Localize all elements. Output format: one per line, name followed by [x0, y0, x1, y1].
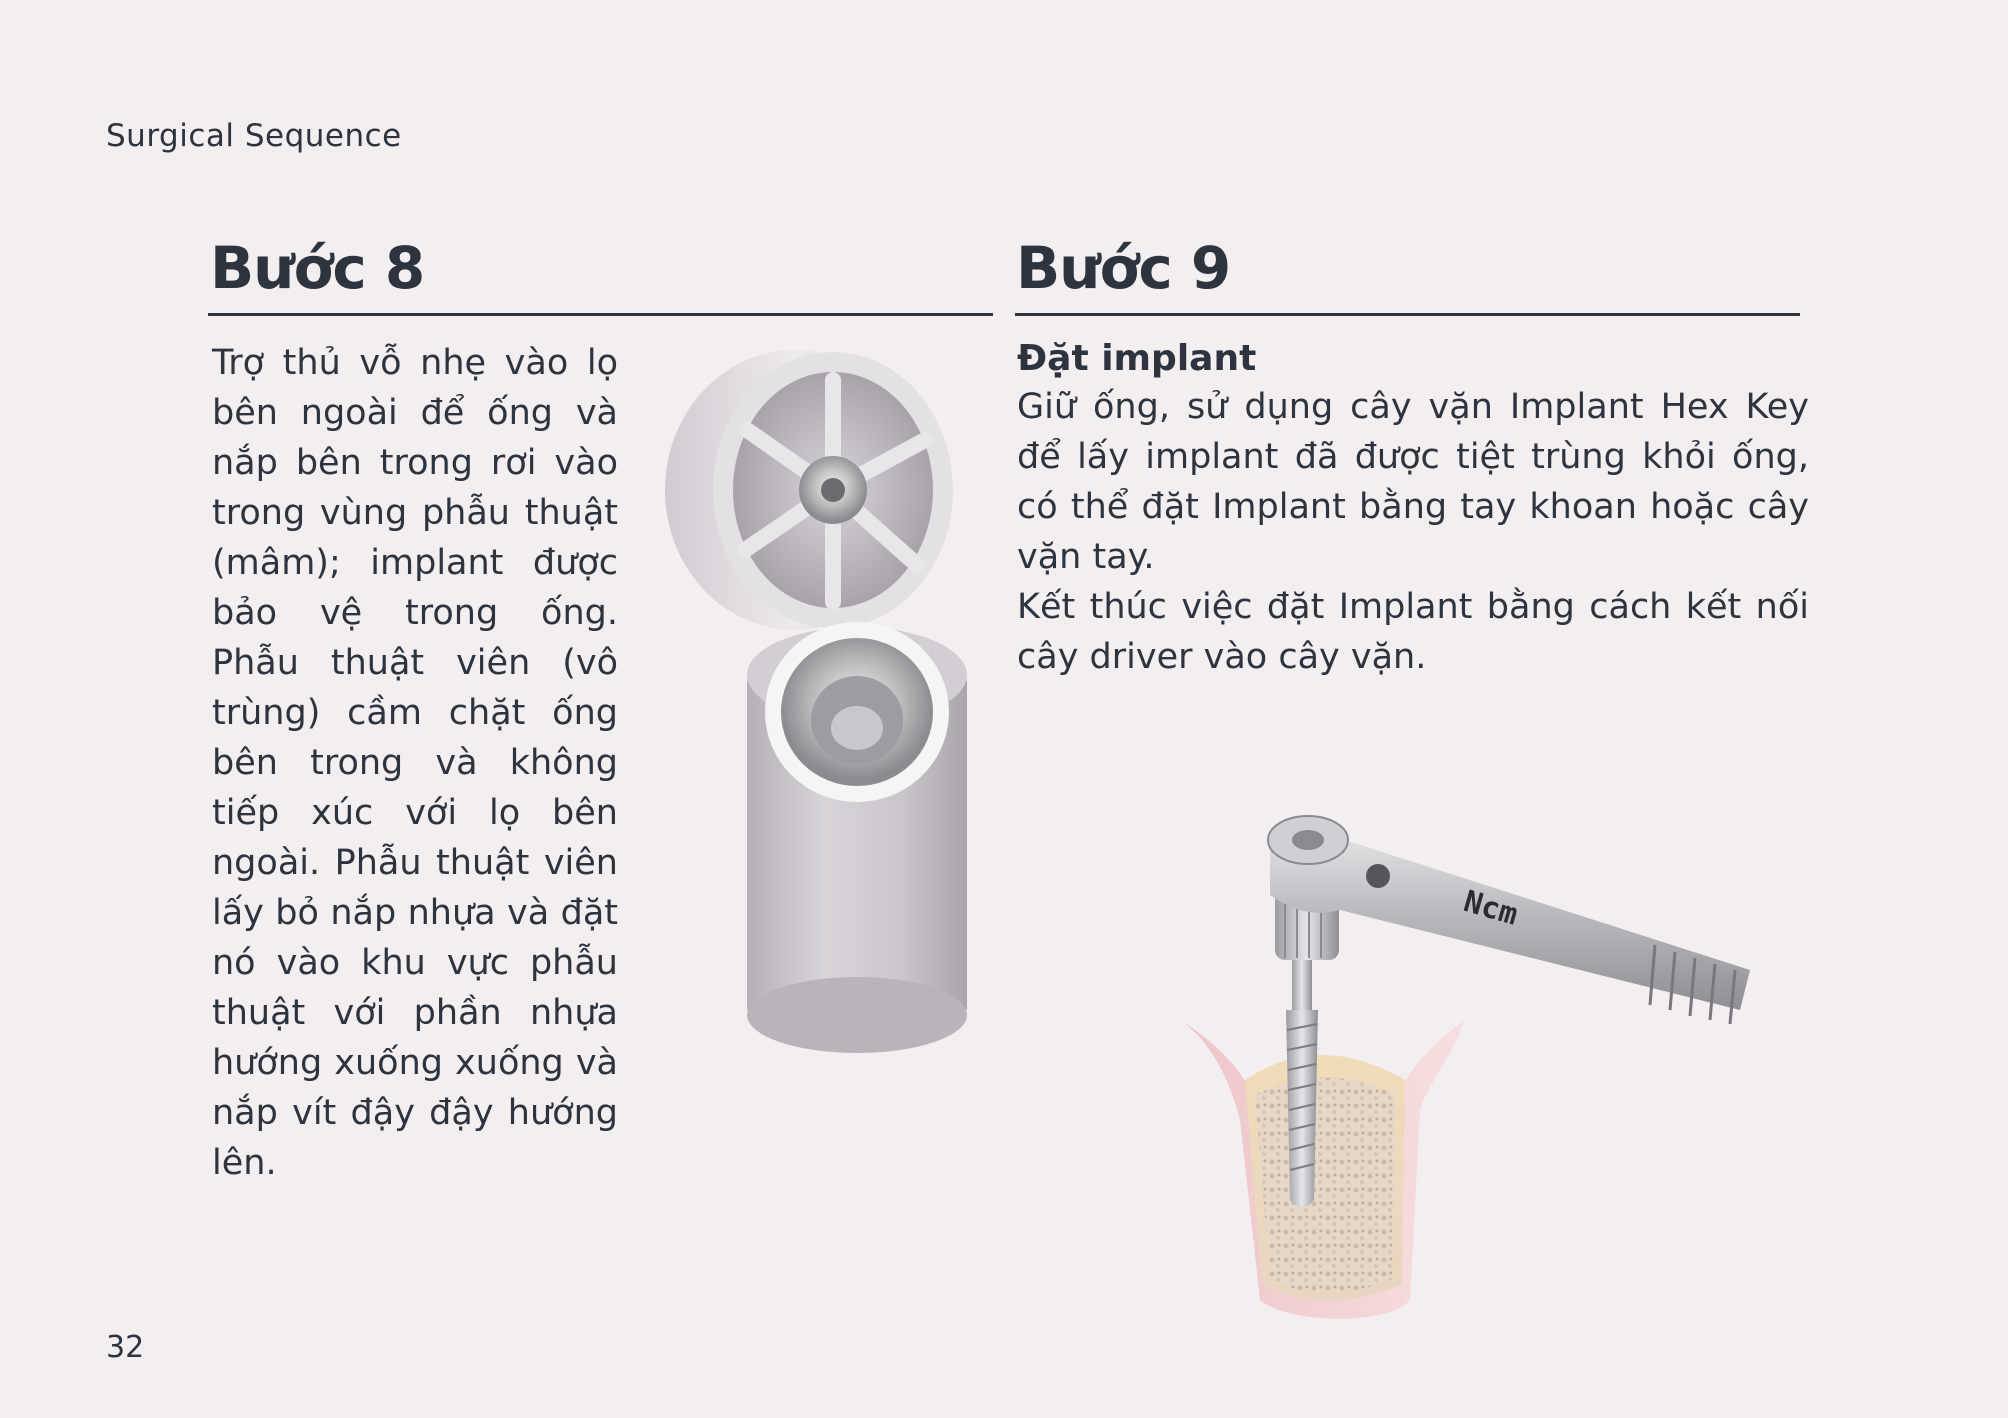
- page-number: 32: [106, 1330, 145, 1365]
- implant-icon: [1286, 950, 1318, 1208]
- step8-body: Trợ thủ vỗ nhẹ vào lọ bên ngoài để ống và nắp bên trong rơi vào trong vùng phẫu thuật (mâm); implant được bảo vệ trong ống. Phẫu thuật viên (vô trùng) cầm chặt ống bên trong và không tiếp xúc với lọ bên ngoài. Phẫu thuật viên lấy bỏ nắp nhựa và đặt nó vào khu vực phẫu thuật với phần nhựa hướng xuống xuống và nắp vít đậy đậy hướng lên.: [212, 343, 618, 1183]
- vial-cap-icon: [665, 350, 953, 630]
- torque-wrench-icon: [1268, 816, 1750, 1024]
- wrench-engraving: Ncm: [1459, 884, 1522, 933]
- step9-subtitle: Đặt implant: [1017, 338, 1257, 379]
- implant-vial-illustration: [655, 340, 1005, 1060]
- jaw-bone-icon: [1180, 1020, 1465, 1319]
- torque-wrench-implant-illustration: [1170, 780, 1770, 1340]
- step8-title: Bước 8: [210, 234, 425, 302]
- step9-title: Bước 9: [1016, 234, 1231, 302]
- step8-divider: [208, 313, 993, 316]
- step9-paragraph-1: Giữ ống, sử dụng cây vặn Implant Hex Key để lấy implant đã được tiệt trùng khỏi ống, có thể đặt Implant bằng tay khoan hoặc cây vặn tay.: [1017, 387, 1809, 577]
- step9-paragraph-2: Kết thúc việc đặt Implant bằng cách kết nối cây driver vào cây vặn.: [1017, 587, 1809, 677]
- vial-tube-icon: [747, 622, 967, 1053]
- step9-body: [1017, 382, 1809, 682]
- step9-divider: [1015, 313, 1800, 316]
- section-label: Surgical Sequence: [106, 118, 402, 154]
